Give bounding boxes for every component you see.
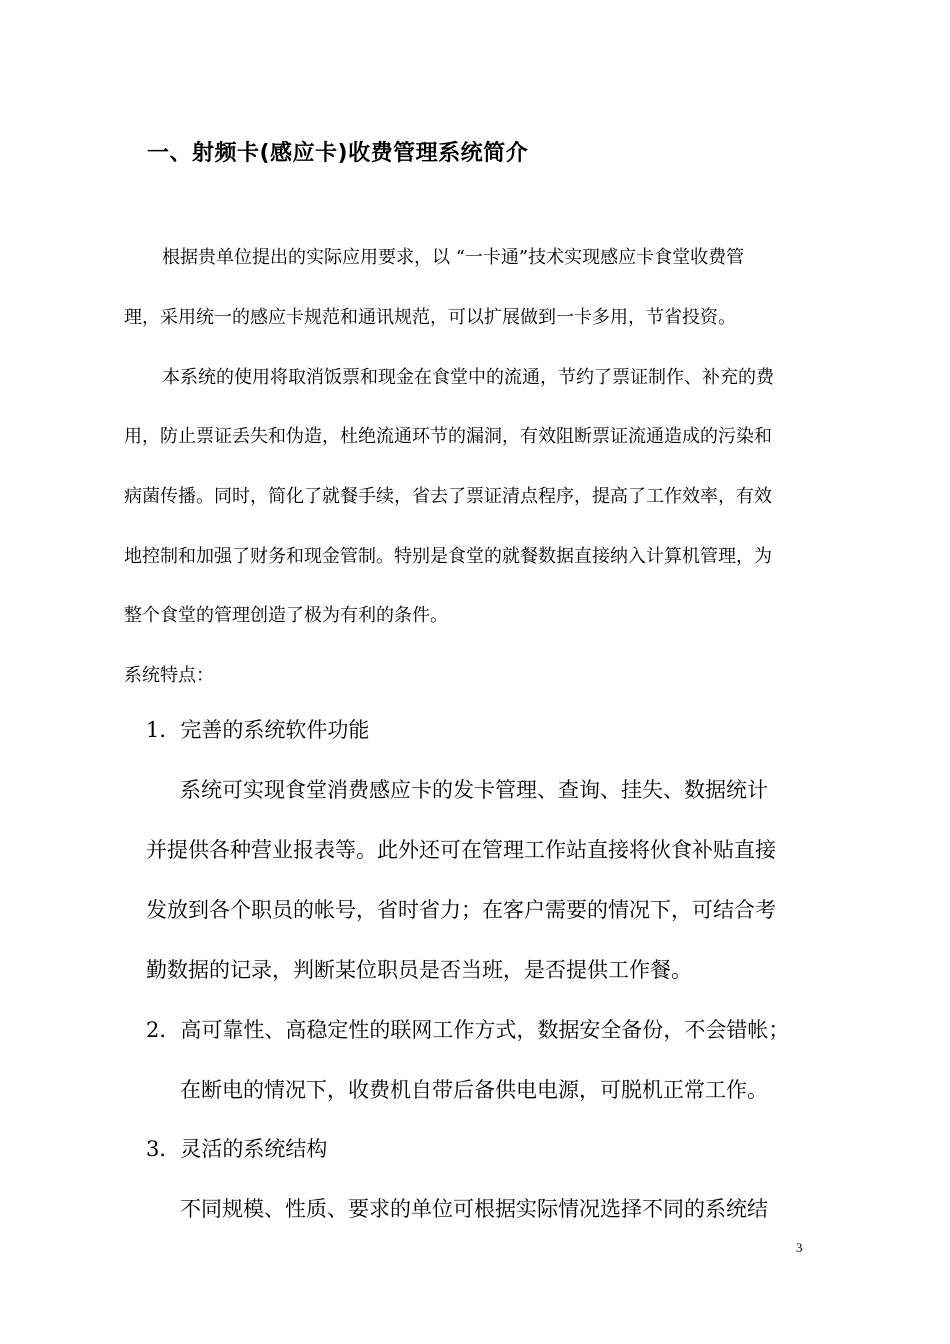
feature-1-body-line: 勤数据的记录，判断某位职员是否当班，是否提供工作餐。 [146,958,692,982]
feature-1-body-line: 系统可实现食堂消费感应卡的发卡管理、查询、挂失、数据统计 [180,778,768,802]
section-heading: 一、射频卡(感应卡)收费管理系统简介 [147,141,529,166]
page-number: 3 [796,1240,803,1255]
paragraph-line: 根据贵单位提出的实际应用要求，以 “一卡通”技术实现感应卡食堂收费管 [162,247,745,268]
paragraph-line: 本系统的使用将取消饭票和现金在食堂中的流通，节约了票证制作、补充的费 [162,367,774,388]
feature-1-body-line: 发放到各个职员的帐号，省时省力；在客户需要的情况下，可结合考 [146,898,776,922]
feature-3-title: 3．灵活的系统结构 [146,1137,328,1161]
feature-2-title: 2．高可靠性、高稳定性的联网工作方式，数据安全备份，不会错帐； [146,1018,790,1042]
feature-3-body-line: 不同规模、性质、要求的单位可根据实际情况选择不同的系统结 [180,1197,768,1221]
feature-1-body-line: 并提供各种营业报表等。此外还可在管理工作站直接将伙食补贴直接 [146,838,776,862]
paragraph-line: 病菌传播。同时，简化了就餐手续，省去了票证清点程序，提高了工作效率，有效 [124,486,772,507]
paragraph-line: 用，防止票证丢失和伪造，杜绝流通环节的漏洞，有效阻断票证流通造成的污染和 [124,426,772,447]
features-label: 系统特点： [124,665,214,686]
paragraph-line: 整个食堂的管理创造了极为有利的条件。 [124,605,448,626]
paragraph-line: 地控制和加强了财务和现金管制。特别是食堂的就餐数据直接纳入计算机管理，为 [124,546,772,567]
feature-2-body-line: 在断电的情况下，收费机自带后备供电电源，可脱机正常工作。 [180,1078,768,1102]
paragraph-line: 理，采用统一的感应卡规范和通讯规范，可以扩展做到一卡多用，节省投资。 [124,307,736,328]
feature-1-title: 1．完善的系统软件功能 [146,718,370,742]
